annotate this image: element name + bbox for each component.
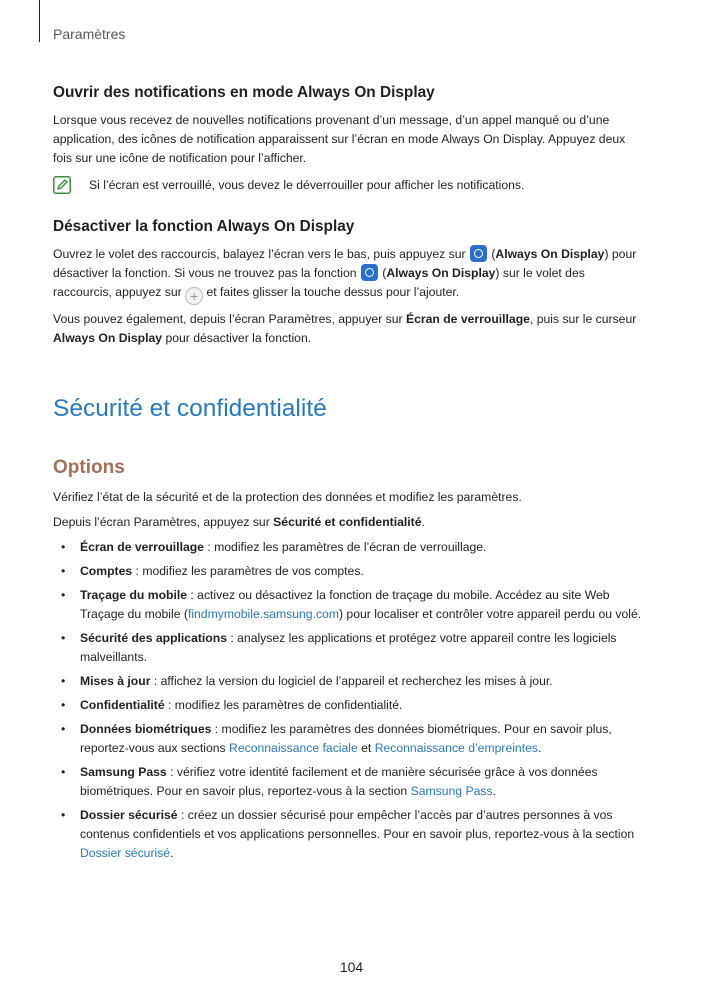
page-content [53, 83, 643, 868]
list-item: • Données biométriques : modifiez les paramètres des données biométriques. Pour en savoir plus, reportez-vous aux sections Reconnaissance faciale et Reconnaissance d’empreintes. [53, 720, 643, 758]
aod-notifications-body: Lorsque vous recevez de nouvelles notifications provenant d’un message, d’un appel manqué ou d’une application, des icônes de notification apparaissent sur l’écran en mode Always On Display. Appuyez deux fois sur une icône de notification pour l’afficher. [53, 113, 626, 165]
heading-aod-disable: Désactiver la fonction Always On Display [53, 218, 355, 235]
always-on-display-icon [470, 245, 487, 262]
fingerprint-recognition-link[interactable]: Reconnaissance d’empreintes [374, 741, 538, 755]
list-item: • Dossier sécurisé : créez un dossier sécurisé pour empêcher l’accès par d’autres personnes à vos contenus confidentiels et vos applications personnelles. Pour en savoir plus, reportez-vous à la section Dossier sécurisé. [53, 806, 643, 863]
list-item: • Comptes : modifiez les paramètres de vos comptes. [53, 562, 643, 581]
security-options-list [53, 538, 643, 863]
aod-disable-paragraph-1: Ouvrez le volet des raccourcis, balayez l’écran vers le bas, puis appuyez sur (Always On Display) pour désactiver la fonction. Si vous ne trouvez pas la fonction (Always On Display) sur le volet des raccourcis, appuyez sur + et faites glisser la touche dessus pour l’ajouter. [53, 247, 637, 304]
security-intro: Vérifiez l’état de la sécurité et de la protection des données et modifiez les paramètres. [53, 490, 522, 504]
list-item: • Écran de verrouillage : modifiez les paramètres de l’écran de verrouillage. [53, 538, 643, 557]
secure-folder-link[interactable]: Dossier sécurisé [80, 846, 171, 860]
heading-aod-notifications: Ouvrir des notifications en mode Always On Display [53, 84, 435, 101]
running-head: Paramètres [53, 26, 126, 42]
list-item: • Sécurité des applications : analysez les applications et protégez votre appareil contre les logiciels malveillants. [53, 629, 643, 667]
note-box [53, 176, 643, 195]
section-title: Sécurité et confidentialité [53, 395, 327, 422]
aod-disable-paragraph-2: Vous pouvez également, depuis l’écran Paramètres, appuyer sur Écran de verrouillage, puis sur le curseur Always On Display pour désactiver la fonction. [53, 312, 637, 345]
samsung-pass-link[interactable]: Samsung Pass [410, 784, 493, 798]
pencil-note-icon [53, 176, 71, 194]
note-text: Si l’écran est verrouillé, vous devez le déverrouiller pour afficher les notifications. [89, 178, 525, 192]
list-item: • Mises à jour : affichez la version du logiciel de l’appareil et recherchez les mises à jour. [53, 672, 643, 691]
list-item: • Traçage du mobile : activez ou désactivez la fonction de traçage du mobile. Accédez au site Web Traçage du mobile (findmymobile.samsung.com) pour localiser et contrôler votre appareil perdu ou volé. [53, 586, 643, 624]
list-item: • Confidentialité : modifiez les paramètres de confidentialité. [53, 696, 643, 715]
options-title: Options [53, 457, 125, 478]
page-number: 104 [339, 959, 364, 975]
plus-circle-icon: + [185, 287, 203, 305]
findmymobile-link[interactable]: findmymobile.samsung.com [187, 607, 339, 621]
always-on-display-icon [361, 264, 378, 281]
list-item: • Samsung Pass : vérifiez votre identité facilement et de manière sécurisée grâce à vos données biométriques. Pour en savoir plus, reportez-vous à la section Samsung Pass. [53, 763, 643, 801]
header-divider [39, 0, 40, 42]
face-recognition-link[interactable]: Reconnaissance faciale [229, 741, 358, 755]
security-path: Depuis l’écran Paramètres, appuyez sur Sécurité et confidentialité. [53, 515, 425, 529]
